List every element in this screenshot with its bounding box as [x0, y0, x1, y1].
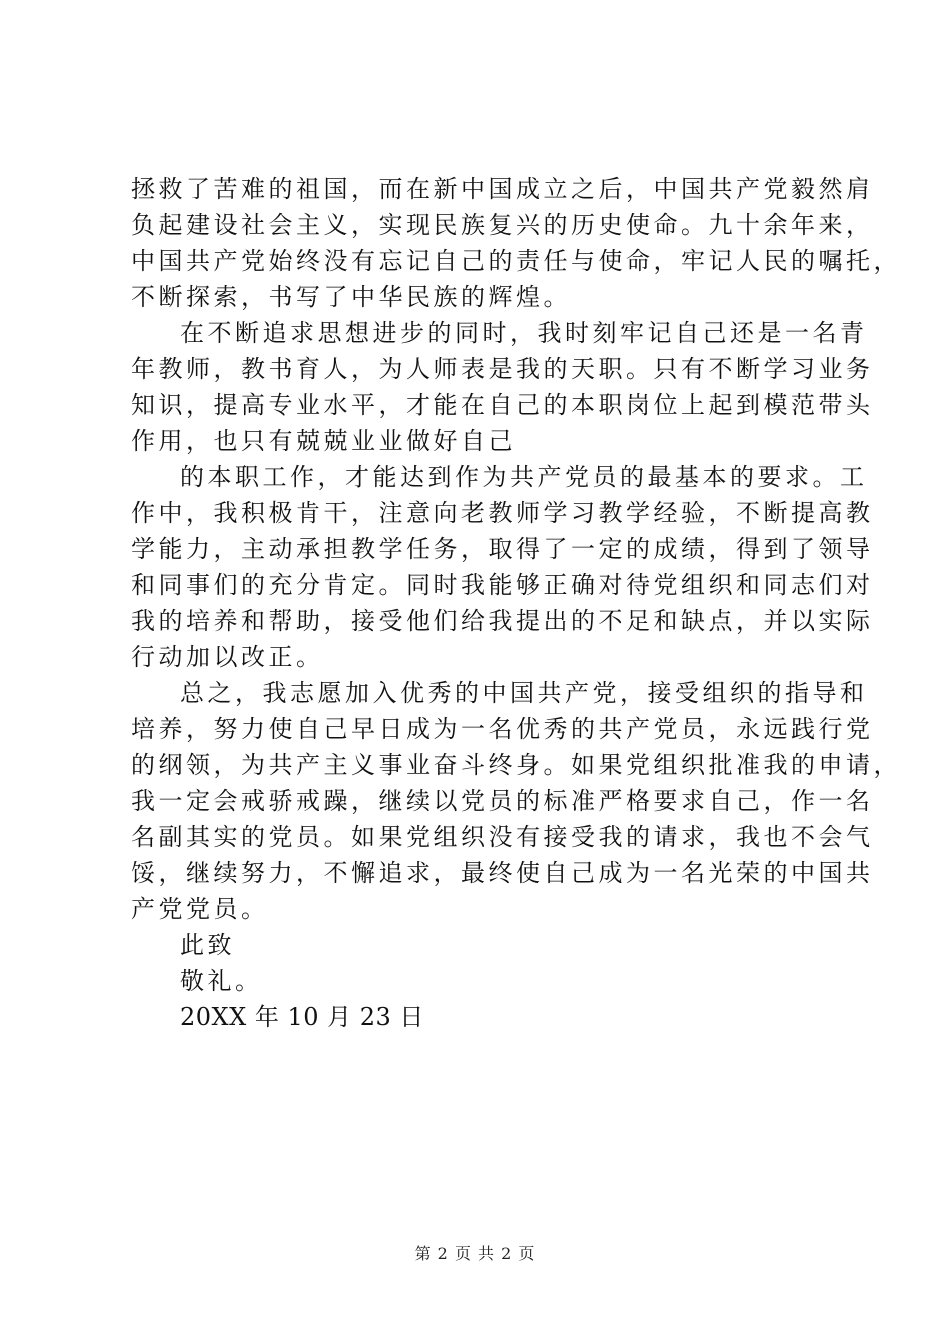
page-number-footer: 第 2 页 共 2 页	[414, 1244, 536, 1263]
text-line: 中国共产党始终没有忘记自己的责任与使命，牢记人民的嘱托，	[131, 247, 901, 275]
text-line: 产党党员。	[131, 895, 269, 923]
paragraph-start-line: 在不断追求思想进步的同时，我时刻牢记自己还是一名青	[180, 319, 868, 347]
text-line: 知识，提高专业水平，才能在自己的本职岗位上起到模范带头	[131, 391, 874, 419]
paragraph-start-line: 总之，我志愿加入优秀的中国共产党，接受组织的指导和	[180, 679, 868, 707]
text-line: 我一定会戒骄戒躁，继续以党员的标准严格要求自己，作一名	[131, 787, 874, 815]
text-line: 不断探索，书写了中华民族的辉煌。	[131, 283, 571, 311]
text-line: 学能力，主动承担教学任务，取得了一定的成绩，得到了领导	[131, 535, 874, 563]
closing-respect: 敬礼。	[180, 967, 263, 995]
text-line: 馁，继续努力，不懈追求，最终使自己成为一名光荣的中国共	[131, 859, 874, 887]
text-line: 拯救了苦难的祖国，而在新中国成立之后，中国共产党毅然肩	[131, 175, 874, 203]
text-line: 培养，努力使自己早日成为一名优秀的共产党员，永远践行党	[131, 715, 874, 743]
text-line: 我的培养和帮助，接受他们给我提出的不足和缺点，并以实际	[131, 607, 874, 635]
text-line: 作用，也只有兢兢业业做好自己	[131, 427, 516, 455]
text-line: 年教师，教书育人，为人师表是我的天职。只有不断学习业务	[131, 355, 874, 383]
text-line: 名副其实的党员。如果党组织没有接受我的请求，我也不会气	[131, 823, 874, 851]
text-line: 和同事们的充分肯定。同时我能够正确对待党组织和同志们对	[131, 571, 874, 599]
text-line: 作中，我积极肯干，注意向老教师学习教学经验，不断提高教	[131, 499, 874, 527]
text-line: 行动加以改正。	[131, 643, 324, 671]
paragraph-start-line: 的本职工作，才能达到作为共产党员的最基本的要求。工	[180, 463, 868, 491]
letter-date: 20XX 年 10 月 23 日	[180, 1003, 424, 1031]
closing-salutation: 此致	[180, 931, 235, 959]
text-line: 负起建设社会主义，实现民族复兴的历史使命。九十余年来，	[131, 211, 874, 239]
text-line: 的纲领，为共产主义事业奋斗终身。如果党组织批准我的申请，	[131, 751, 901, 779]
